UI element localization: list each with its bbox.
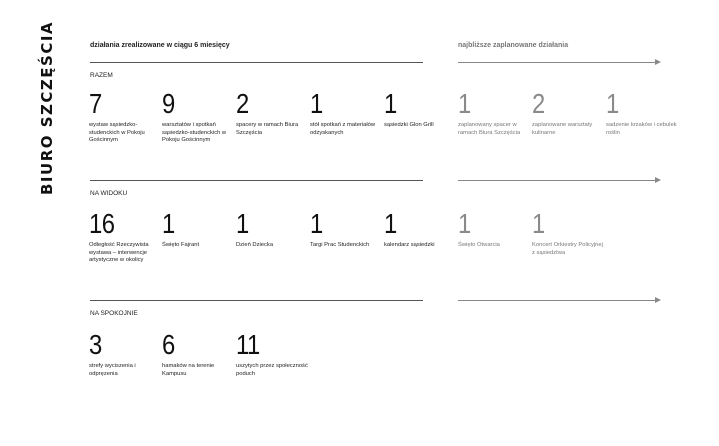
arrow-line-razem xyxy=(458,62,656,63)
arrow-right-icon xyxy=(655,177,661,183)
stat-number: 11 xyxy=(236,329,260,360)
stat-description: kalendarz sąsiedzki xyxy=(384,242,435,248)
stat-item xyxy=(310,90,382,137)
stat-number: 16 xyxy=(89,208,115,239)
stat-description: warsztatów i spotkań sąsiedzko-studenckich w Pokoju Gościnnym xyxy=(162,122,227,144)
stat-number: 1 xyxy=(384,208,397,239)
stat-item xyxy=(89,90,161,145)
stat-item xyxy=(384,90,456,130)
plan-item xyxy=(606,90,678,137)
stat-description: wystaw sąsiedzko-studenckich w Pokoju Gościnnym xyxy=(89,122,145,144)
header-past: działania zrealizowane w ciągu 6 miesięcy xyxy=(90,42,230,49)
plan-number: 1 xyxy=(458,208,471,239)
stat-description: Święto Fajrant xyxy=(162,242,200,248)
stat-description: stół spotkań z materiałów odzyskanych xyxy=(310,122,376,136)
section-label-na-widoku: NA WIDOKU xyxy=(90,190,128,197)
stat-item xyxy=(236,90,308,137)
divider-razem xyxy=(90,62,423,63)
stat-description: spacery w ramach Biura Szczęścia xyxy=(236,122,299,136)
plan-item xyxy=(458,90,530,137)
stat-number: 1 xyxy=(310,88,323,119)
stat-description: Odległość Rzeczywista wystawa – interwencje artystyczne w okolicy xyxy=(89,242,149,264)
plan-item xyxy=(532,210,604,257)
stat-description: Dzień Dziecka xyxy=(236,242,274,248)
stat-item xyxy=(89,331,161,378)
plan-description: Święto Otwarcia xyxy=(458,242,500,248)
plan-description: sadzenie krzaków i cebulek roślin xyxy=(606,122,677,136)
stat-description: Targi Prac Studenckich xyxy=(310,242,370,248)
stat-description: strefy wyciszenia i odpręzenia xyxy=(89,363,136,377)
stat-description: uszytych przez społeczność poduch xyxy=(236,363,308,377)
arrow-right-icon xyxy=(655,297,661,303)
stat-item xyxy=(162,210,234,250)
arrow-right-icon xyxy=(655,59,661,65)
stat-item xyxy=(89,210,161,265)
arrow-line-na-widoku xyxy=(458,180,656,181)
brand-title: BIURO SZCZĘŚCIA xyxy=(38,20,56,195)
header-plan: najbliższe zaplanowane działania xyxy=(458,42,569,49)
plan-number: 1 xyxy=(458,88,471,119)
stat-number: 7 xyxy=(89,88,102,119)
stat-item xyxy=(162,90,234,145)
stat-item xyxy=(384,210,456,250)
stat-item xyxy=(236,331,308,378)
plan-item xyxy=(532,90,604,137)
stat-number: 1 xyxy=(162,208,175,239)
section-label-na-spokojnie: NA SPOKOJNIE xyxy=(90,310,138,317)
divider-na-widoku xyxy=(90,180,423,181)
stat-number: 9 xyxy=(162,88,175,119)
plan-description: zaplanowane warsztaty kulinarne xyxy=(532,122,593,136)
stat-number: 1 xyxy=(236,208,249,239)
plan-description: Koncert Orkiestry Policyjnej z sąsiedztwa xyxy=(532,242,603,256)
stat-item xyxy=(310,210,382,250)
plan-number: 1 xyxy=(532,208,545,239)
stat-number: 3 xyxy=(89,329,102,360)
plan-number: 1 xyxy=(606,88,619,119)
arrow-line-na-spokojnie xyxy=(458,300,656,301)
stat-item xyxy=(236,210,308,250)
plan-item xyxy=(458,210,530,250)
stat-number: 6 xyxy=(162,329,175,360)
stat-number: 2 xyxy=(236,88,249,119)
stat-description: hamaków na terenie Kampusu xyxy=(162,363,215,377)
plan-description: zaplanowany spacer w ramach Biura Szczęścia xyxy=(458,122,521,136)
stat-item xyxy=(162,331,234,378)
section-label-razem: RAZEM xyxy=(90,72,113,79)
stat-number: 1 xyxy=(310,208,323,239)
stat-description: sąsiedzki Glon Grill xyxy=(384,122,434,128)
divider-na-spokojnie xyxy=(90,300,423,301)
stat-number: 1 xyxy=(384,88,397,119)
plan-number: 2 xyxy=(532,88,545,119)
